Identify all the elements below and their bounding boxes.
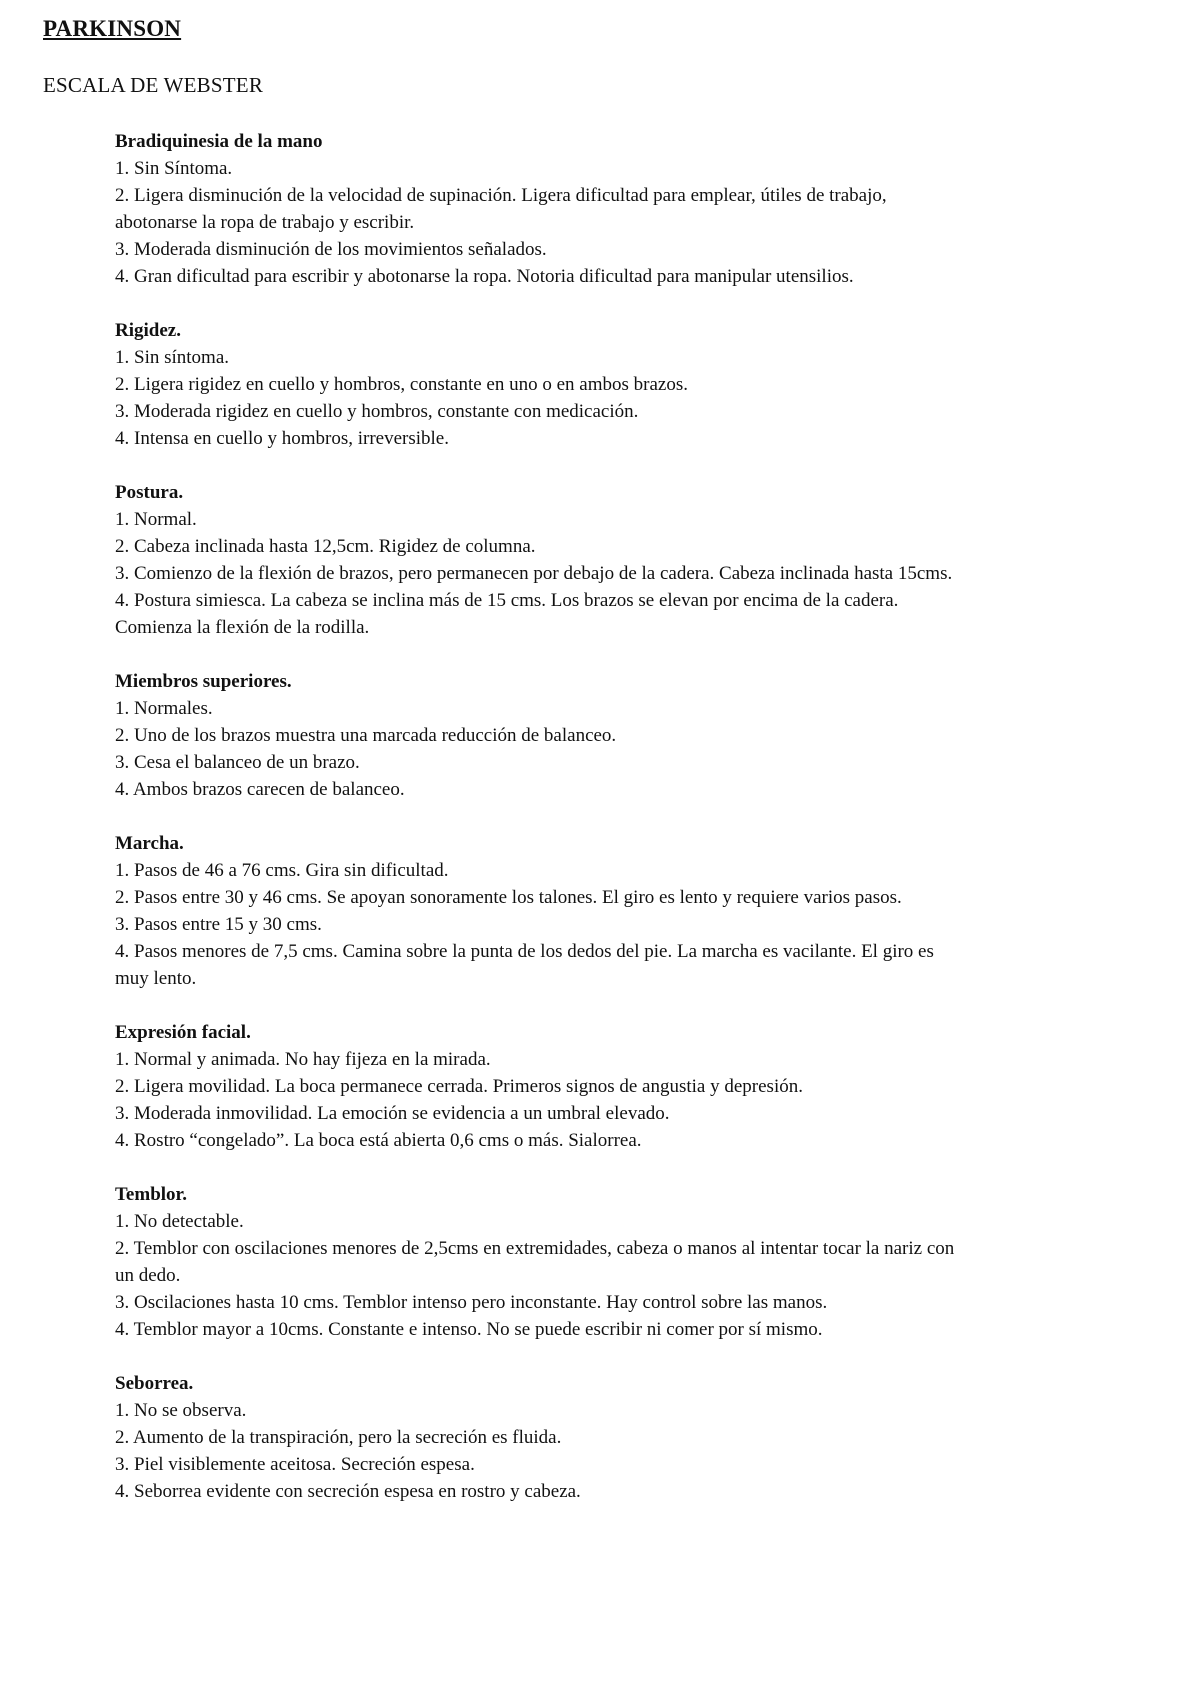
scale-item: 1. No detectable. [115,1211,244,1232]
section-title: Bradiquinesia de la mano [115,131,323,152]
scale-item: 3. Moderada disminución de los movimientos señalados. [115,239,547,260]
section-title: Rigidez. [115,320,181,341]
section-title: Miembros superiores. [115,671,292,692]
scale-item: 2. Ligera rigidez en cuello y hombros, constante en uno o en ambos brazos. [115,374,688,395]
section-title: Postura. [115,482,184,503]
scale-item: 4. Postura simiesca. La cabeza se inclina más de 15 cms. Los brazos se elevan por encima de la cadera. Comienza la flexión de la rodilla. [115,590,899,638]
scale-item: 1. Pasos de 46 a 76 cms. Gira sin dificultad. [115,860,449,881]
scale-item: 3. Moderada inmovilidad. La emoción se evidencia a un umbral elevado. [115,1103,670,1124]
document-subtitle: ESCALA DE WEBSTER [43,73,264,97]
scale-item: 4. Seborrea evidente con secreción espesa en rostro y cabeza. [115,1481,581,1502]
section-expresion-facial [115,1019,965,1154]
scale-item: 1. No se observa. [115,1400,247,1421]
section-title: Temblor. [115,1184,187,1205]
scale-item: 1. Normal. [115,509,197,530]
scale-item: 3. Pasos entre 15 y 30 cms. [115,914,322,935]
scale-item: 1. Sin síntoma. [115,347,230,368]
section-title: Seborrea. [115,1373,194,1394]
scale-item: 1. Normal y animada. No hay fijeza en la mirada. [115,1049,491,1070]
scale-item: 3. Comienzo de la flexión de brazos, pero permanecen por debajo de la cadera. Cabeza inclinada hasta 15cms. [115,563,953,584]
section-title: Expresión facial. [115,1022,251,1043]
section-temblor [115,1181,965,1343]
scale-sections [115,128,965,1532]
scale-item: 4. Intensa en cuello y hombros, irreversible. [115,428,449,449]
scale-item: 3. Piel visiblemente aceitosa. Secreción espesa. [115,1454,475,1475]
scale-item: 2. Ligera disminución de la velocidad de supinación. Ligera dificultad para emplear, útiles de trabajo, abotonarse la ropa de trabajo y escribir. [115,185,887,233]
document-title: PARKINSON [43,16,182,41]
scale-item: 4. Gran dificultad para escribir y abotonarse la ropa. Notoria dificultad para manipular utensilios. [115,266,854,287]
scale-item: 3. Moderada rigidez en cuello y hombros, constante con medicación. [115,401,639,422]
scale-item: 2. Pasos entre 30 y 46 cms. Se apoyan sonoramente los talones. El giro es lento y requiere varios pasos. [115,887,902,908]
scale-item: 4. Ambos brazos carecen de balanceo. [115,779,405,800]
section-seborrea [115,1370,965,1505]
section-title: Marcha. [115,833,184,854]
section-miembros-superiores [115,668,965,803]
section-marcha [115,830,965,992]
scale-item: 4. Rostro “congelado”. La boca está abierta 0,6 cms o más. Sialorrea. [115,1130,642,1151]
scale-item: 2. Cabeza inclinada hasta 12,5cm. Rigidez de columna. [115,536,536,557]
scale-item: 2. Temblor con oscilaciones menores de 2,5cms en extremidades, cabeza o manos al intentar tocar la nariz con un dedo. [115,1238,955,1286]
scale-item: 1. Normales. [115,698,213,719]
scale-item: 3. Oscilaciones hasta 10 cms. Temblor intenso pero inconstante. Hay control sobre las manos. [115,1292,828,1313]
section-rigidez [115,317,965,452]
scale-item: 4. Temblor mayor a 10cms. Constante e intenso. No se puede escribir ni comer por sí mismo. [115,1319,823,1340]
scale-item: 2. Ligera movilidad. La boca permanece cerrada. Primeros signos de angustia y depresión. [115,1076,803,1097]
scale-item: 1. Sin Síntoma. [115,158,233,179]
scale-item: 2. Uno de los brazos muestra una marcada reducción de balanceo. [115,725,617,746]
scale-item: 3. Cesa el balanceo de un brazo. [115,752,360,773]
section-bradiquinesia [115,128,965,290]
scale-item: 2. Aumento de la transpiración, pero la secreción es fluida. [115,1427,562,1448]
section-postura [115,479,965,641]
scale-item: 4. Pasos menores de 7,5 cms. Camina sobre la punta de los dedos del pie. La marcha es vacilante. El giro es muy lento. [115,941,934,989]
